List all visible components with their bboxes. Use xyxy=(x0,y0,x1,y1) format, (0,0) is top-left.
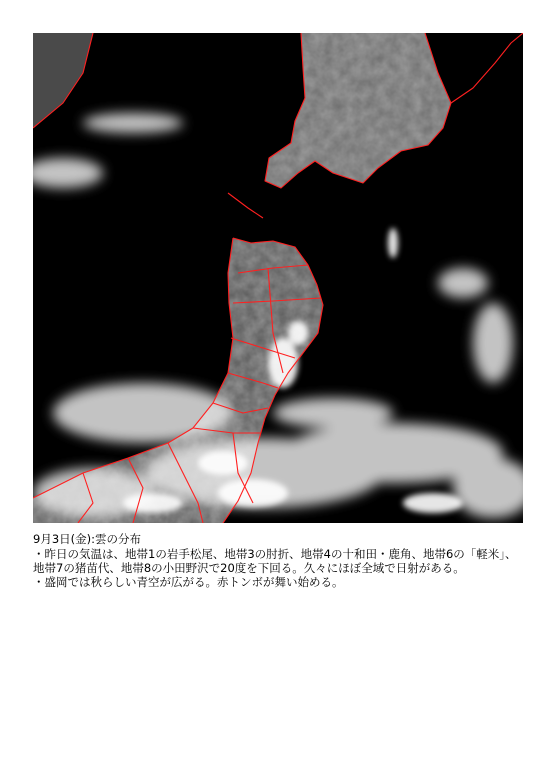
caption xyxy=(33,532,523,589)
bullet-1: ・昨日の気温は、地帯1の岩手松尾、地帯3の肘折、地帯4の十和田・鹿角、地帯6の「軽米」、地帯7の猪苗代、地帯8の小田野沢で20度を下回る。久々にほぼ全域で日射がある。 xyxy=(33,547,517,575)
document-title: 9月3日(金):雲の分布 xyxy=(33,532,141,546)
bullet-2: ・盛岡では秋らしい青空が広がる。赤トンボが舞い始める。 xyxy=(33,575,344,589)
satellite-cloud-image xyxy=(33,33,523,523)
